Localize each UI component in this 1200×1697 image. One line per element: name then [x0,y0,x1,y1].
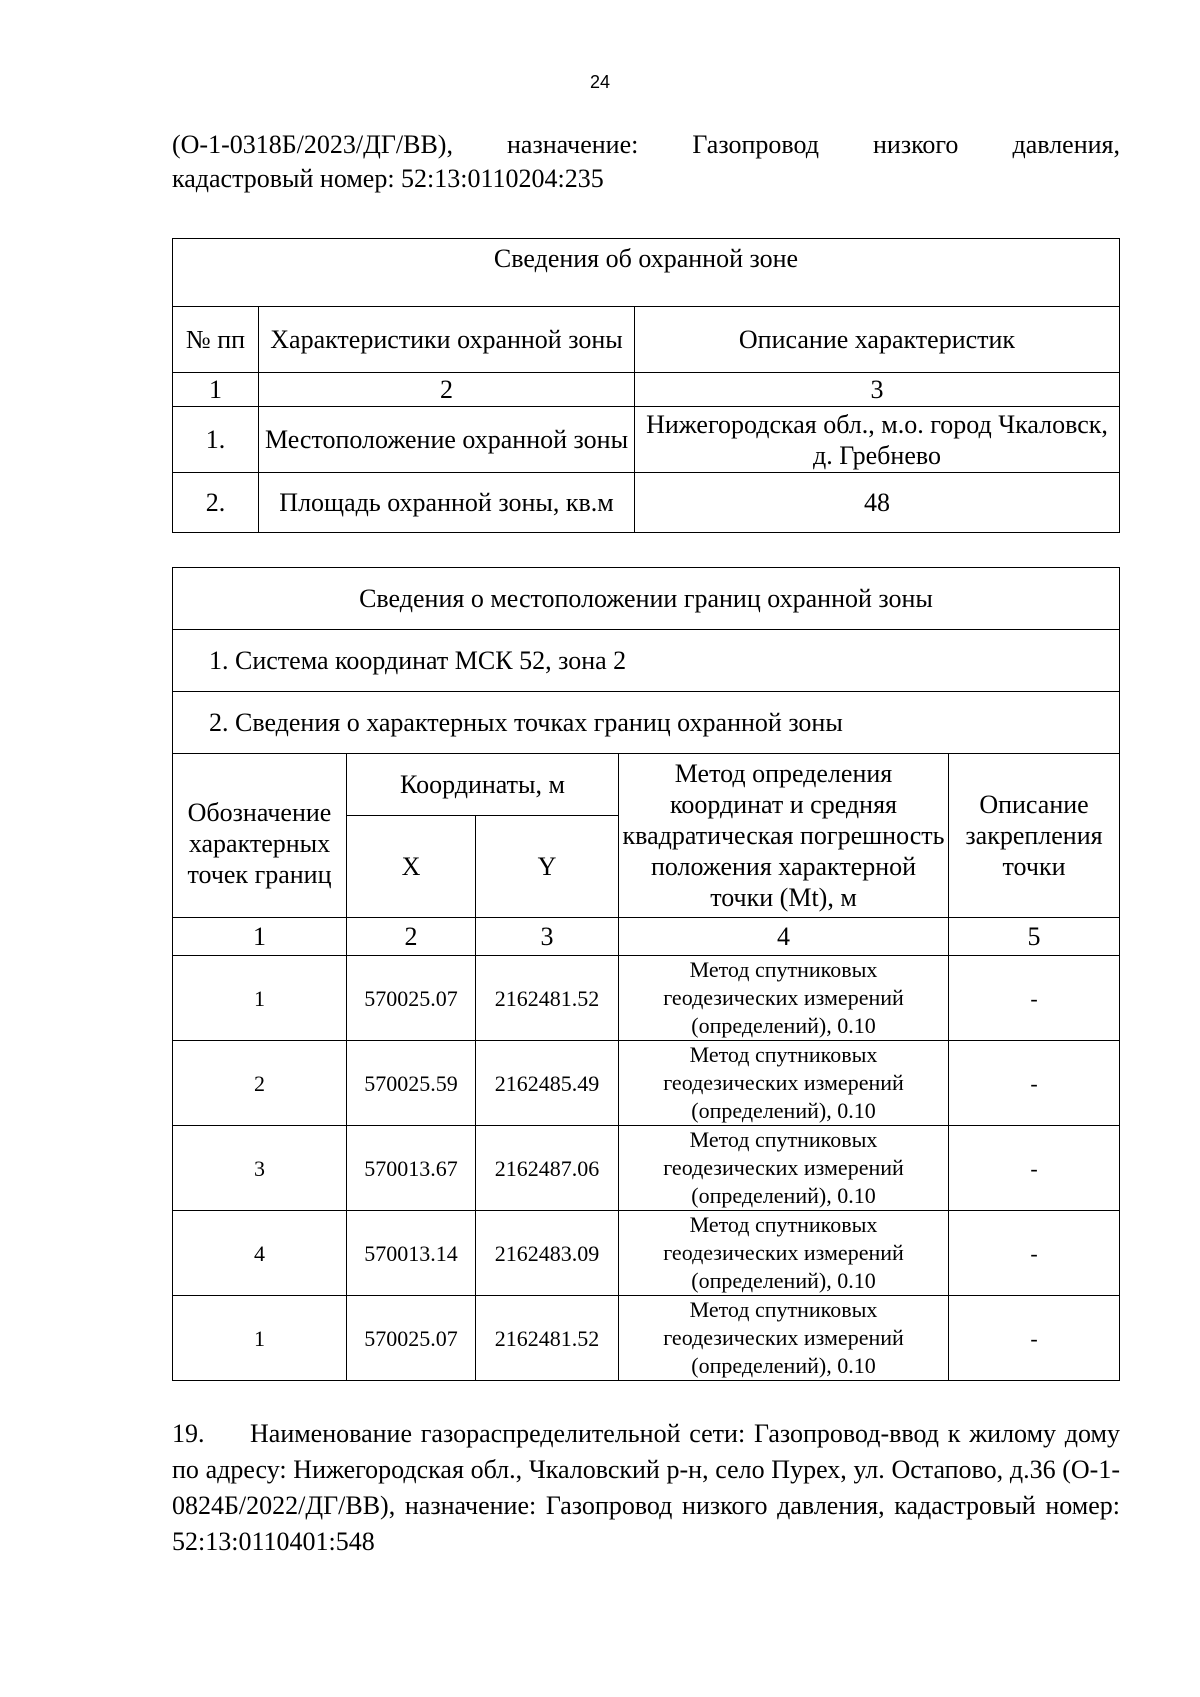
page-number: 24 [589,72,611,92]
zone-index-cell: 1 [173,373,259,407]
point-fixing: - [949,1126,1120,1211]
points-section-title: 2. Сведения о характерных точках границ охранной зоны [173,692,1120,754]
zone-header-number: № пп [173,307,259,373]
point-y: 2162481.52 [476,956,619,1041]
point-number: 1 [173,1296,347,1381]
point-number: 4 [173,1211,347,1296]
zone-row-description: 48 [635,473,1120,533]
table-row [173,1296,1120,1381]
point-y: 2162487.06 [476,1126,619,1211]
header-coordinates: Координаты, м [347,754,619,816]
boundary-index-cell: 5 [949,918,1120,956]
point-method: Метод спутниковых геодезических измерений (определений), 0.10 [619,1211,949,1296]
next-item-text: Наименование газораспределительной сети: Газопровод-ввод к жилому дому по адресу: Нижегородская обл., Чкаловский р-н, село Пурех, ул. Остапово, д.36 (О-1-0824Б/2022/ДГ/ВВ), назначение: Газопровод низкого давления, кадастровый номер: 52:13:0110401:548 [172,1419,1120,1556]
boundary-index-cell: 4 [619,918,949,956]
point-x: 570025.07 [347,956,476,1041]
point-method: Метод спутниковых геодезических измерений (определений), 0.10 [619,1126,949,1211]
zone-header-description: Описание характеристик [635,307,1120,373]
header-x: X [347,816,476,918]
boundary-table [172,567,1120,1381]
boundary-index-cell: 3 [476,918,619,956]
point-number: 3 [173,1126,347,1211]
intro-line-1: (О-1-0318Б/2023/ДГ/ВВ), назначение: Газопровод низкого давления, [172,130,1120,159]
point-y: 2162481.52 [476,1296,619,1381]
zone-header-characteristic: Характеристики охранной зоны [259,307,635,373]
header-y: Y [476,816,619,918]
zone-row-characteristic: Местоположение охранной зоны [259,407,635,473]
zone-index-cell: 2 [259,373,635,407]
zone-row-characteristic: Площадь охранной зоны, кв.м [259,473,635,533]
point-fixing: - [949,1041,1120,1126]
point-number: 2 [173,1041,347,1126]
protection-zone-table [172,238,1120,533]
zone-index-cell: 3 [635,373,1120,407]
header-method: Метод определения координат и средняя квадратическая погрешность положения характерной точки (Mt), м [619,754,949,918]
point-fixing: - [949,956,1120,1041]
point-x: 570013.14 [347,1211,476,1296]
table-row [173,956,1120,1041]
table-row [173,1126,1120,1211]
point-method: Метод спутниковых геодезических измерений (определений), 0.10 [619,1296,949,1381]
zone-row-number: 2. [173,473,259,533]
boundary-table-title: Сведения о местоположении границ охранной зоны [173,568,1120,630]
next-item-paragraph [172,1416,1120,1560]
point-method: Метод спутниковых геодезических измерений (определений), 0.10 [619,956,949,1041]
boundary-index-cell: 1 [173,918,347,956]
coordinate-system: 1. Система координат МСК 52, зона 2 [173,630,1120,692]
point-y: 2162483.09 [476,1211,619,1296]
boundary-index-cell: 2 [347,918,476,956]
point-number: 1 [173,956,347,1041]
point-x: 570025.59 [347,1041,476,1126]
intro-paragraph [172,128,1120,196]
table-row [173,1041,1120,1126]
point-method: Метод спутниковых геодезических измерений (определений), 0.10 [619,1041,949,1126]
zone-row-number: 1. [173,407,259,473]
point-fixing: - [949,1211,1120,1296]
point-x: 570013.67 [347,1126,476,1211]
table-row [173,1211,1120,1296]
point-y: 2162485.49 [476,1041,619,1126]
header-fixing: Описание закрепления точки [949,754,1120,918]
intro-line-2: кадастровый номер: 52:13:0110204:235 [172,164,604,193]
point-x: 570025.07 [347,1296,476,1381]
header-designation: Обозначение характерных точек границ [173,754,347,918]
zone-table-title: Сведения об охранной зоне [173,239,1120,307]
next-item-number: 19. [172,1419,205,1448]
zone-row-description: Нижегородская обл., м.о. город Чкаловск, д. Гребнево [635,407,1120,473]
point-fixing: - [949,1296,1120,1381]
